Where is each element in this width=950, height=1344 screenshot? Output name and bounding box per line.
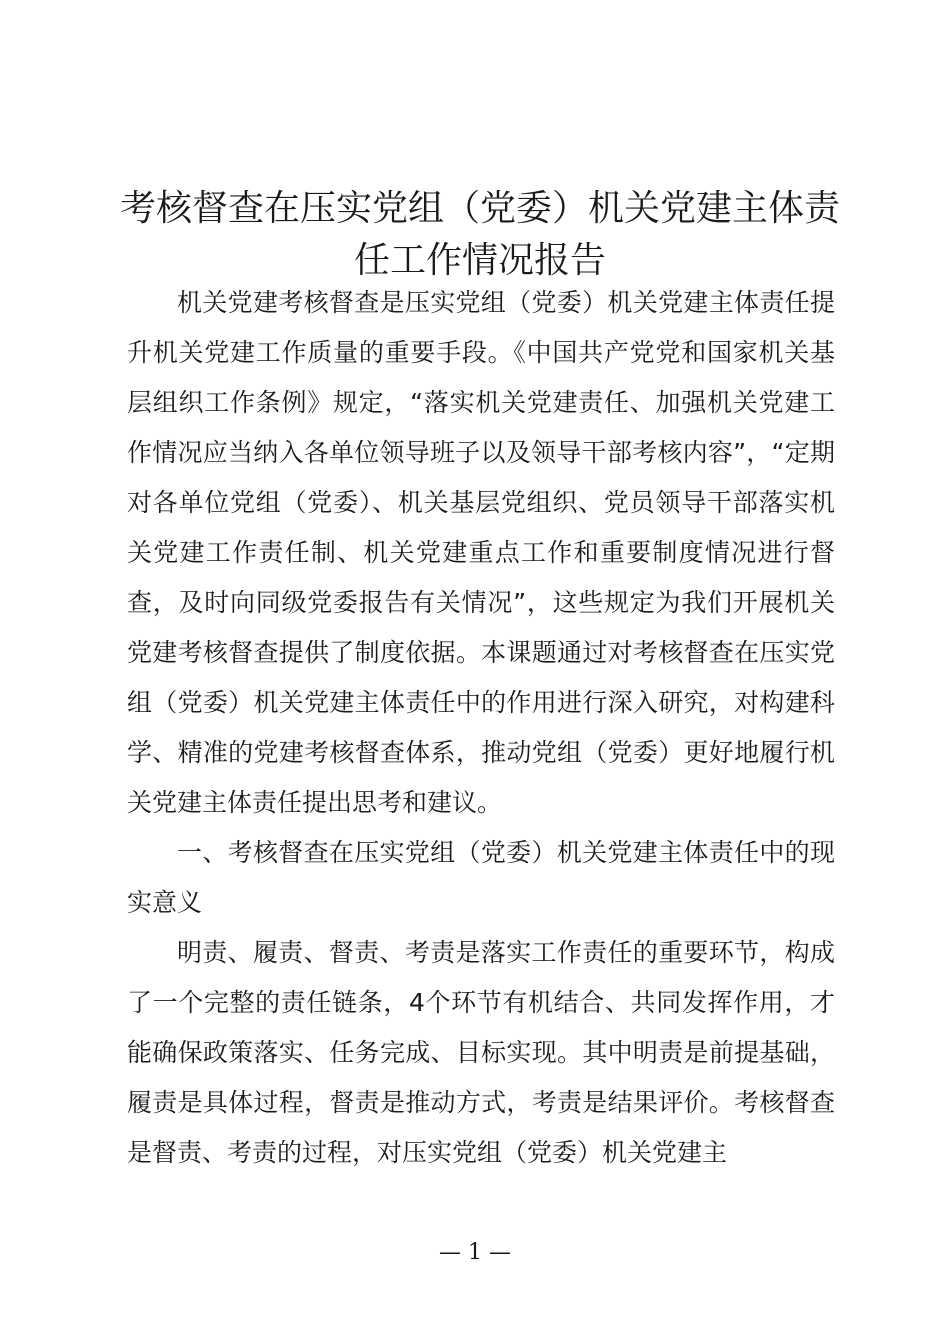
- page-number: — 1 —: [439, 1240, 511, 1265]
- section-paragraph: 明责、履责、督责、考责是落实工作责任的重要环节，构成了一个完整的责任链条，4个环节有机结合、共同发挥作用，才能确保政策落实、任务完成、目标实现。其中明责是前提基础，履责是具体过程，督责是推动方式，考责是结果评价。考核督查是督责、考责的过程，对压实党组（党委）机关党建主: [127, 938, 835, 1167]
- document-body: [127, 278, 835, 1178]
- section-heading: 一、考核督查在压实党组（党委）机关党建主体责任中的现实意义: [127, 838, 835, 917]
- intro-paragraph: 机关党建考核督查是压实党组（党委）机关党建主体责任提升机关党建工作质量的重要手段。《中国共产党党和国家机关基层组织工作条例》规定，“落实机关党建责任、加强机关党建工作情况应当纳入各单位领导班子以及领导干部考核内容”，“定期对各单位党组（党委）、机关基层党组织、党员领导干部落实机关党建工作责任制、机关党建重点工作和重要制度情况进行督查，及时向同级党委报告有关情况”，这些规定为我们开展机关党建考核督查提供了制度依据。本课题通过对考核督查在压实党组（党委）机关党建主体责任中的作用进行深入研究，对构建科学、精准的党建考核督查体系，推动党组（党委）更好地履行机关党建主体责任提出思考和建议。: [127, 288, 835, 817]
- document-title: 考核督查在压实党组（党委）机关党建主体责任工作情况报告: [119, 188, 840, 281]
